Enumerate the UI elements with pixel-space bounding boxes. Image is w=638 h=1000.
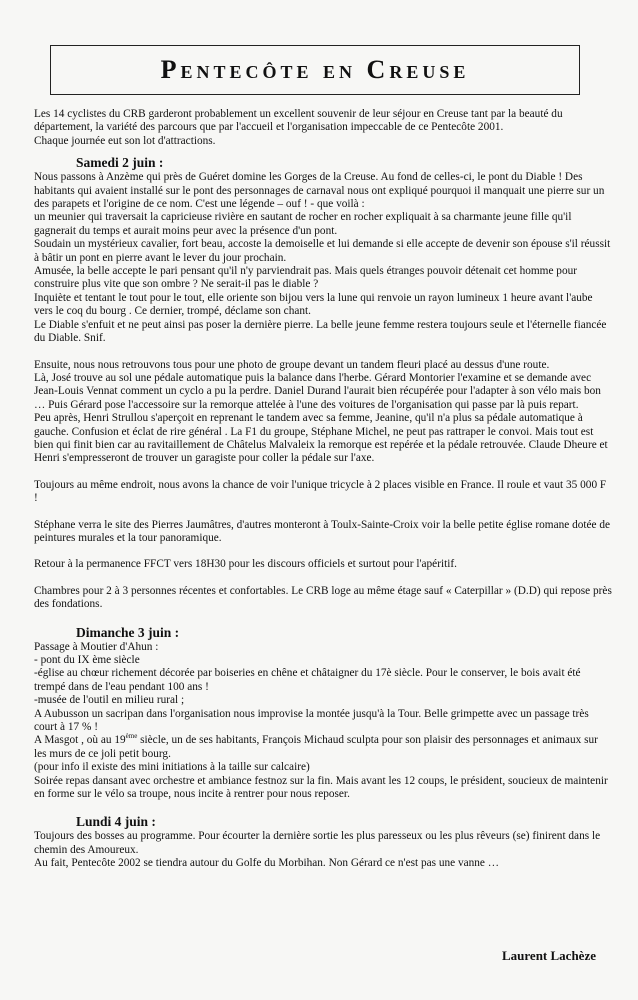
section-heading-lundi: Lundi 4 juin : — [76, 814, 156, 830]
intro-paragraph: Chaque journée eut son lot d'attractions. — [34, 134, 216, 147]
paragraph: Stéphane verra le site des Pierres Jaumâtres, d'autres monteront à Toulx-Sainte-Croix voir la belle petite église romane dotée de peintures murales et la tour panoramique. — [34, 518, 611, 544]
paragraph: Toujours au même endroit, nous avons la chance de voir l'unique tricycle à 2 places visible en France. Il roule et vaut 35 000 F ! — [34, 478, 607, 505]
paragraph: Le Diable s'enfuit et ne peut ainsi pas poser la dernière pierre. La belle jeune femme restera toujours seule et l'éternelle fiancée du Diable. Snif. — [34, 318, 607, 345]
paragraph: -musée de l'outil en milieu rural ; — [34, 694, 185, 707]
paragraph: Soirée repas dansant avec orchestre et ambiance festnoz sur la fin. Mais avant les 12 coups, le président, soucieux de maintenir en forme sur le vélo sa troupe, nous incite à rentrer pour nous reposer. — [34, 774, 608, 801]
text-run: A Masgot , où au 19 — [34, 734, 126, 747]
paragraph: Amusée, la belle accepte le pari pensant qu'il n'y parviendrait pas. Mais quels étranges pouvoir détenait cet homme pour construire plus vite que son ombre ? Ne serait-il pas le diable ? — [34, 265, 578, 291]
title-box — [50, 45, 580, 95]
paragraph: Là, José trouve au sol une pédale automatique puis la balance dans l'herbe. Gérard Montorier l'examine et se demande avec Jean-Louis Vennat comment un cyclo a pu la perdre. Daniel Durand l'aurait bien récupérée pour l'adapter à son vélo mais bon … Puis Gérard pose l'accessoire sur la remorque attelée à l'une des voitures de l'organisation qui passe par là puis repart. — [34, 371, 601, 411]
paragraph-masgot — [34, 734, 612, 761]
paragraph: Retour à la permanence FFCT vers 18H30 pour les discours officiels et surtout pour l'apéritif. — [34, 558, 457, 571]
paragraph: -église au chœur richement décorée par boiseries en chêne et châtaigner du 17è siècle. Pour le conserver, le bois avait été trempé dans de l'eau pendant 100 ans ! — [34, 667, 581, 693]
paragraph: Chambres pour 2 à 3 personnes récentes et confortables. Le CRB loge au même étage sauf « Caterpillar » (D.D) qui repose près des fondations. — [34, 584, 612, 611]
paragraph: Soudain un mystérieux cavalier, fort beau, accoste la demoiselle et lui demande si elle accepte de devenir son épouse s'il réussit à bâtir un pont en pierre avant le lever du jour prochain. — [34, 238, 611, 264]
paragraph: Nous passons à Anzème qui près de Guéret domine les Gorges de la Creuse. Au fond de celles-ci, le pont du Diable ! Des habitants qui avaient installé sur le pont des personnages de carnaval nous ont expliqué pourquoi il manquait une pierre sur un des parapets et l'origine de ce nom. C'est une légende – ouf ! - que voilà : — [34, 171, 605, 211]
author-signature: Laurent Lachèze — [502, 948, 596, 963]
superscript: ème — [125, 732, 138, 741]
section-heading-dimanche: Dimanche 3 juin : — [76, 624, 180, 640]
paragraph: (pour info il existe des mini initiations à la taille sur calcaire) — [34, 761, 310, 774]
paragraph: Passage à Moutier d'Ahun : — [34, 640, 159, 653]
paragraph: Ensuite, nous nous retrouvons tous pour une photo de groupe devant un tandem fleuri placé au dessus d'une route. — [34, 358, 550, 371]
intro-paragraph: Les 14 cyclistes du CRB garderont probablement un excellent souvenir de leur séjour en Creuse tant par la beauté du département, la variété des parcours que par l'accueil et l'organisation impeccable de ce Pentecôte 2001. — [34, 108, 563, 134]
paragraph: un meunier qui traversait la capricieuse rivière en sautant de rocher en rocher expliquait à sa charmante jeune fille qu'il gagnerait du temps et aurait moins peur avec la présence d'un pont. — [34, 211, 572, 237]
paragraph: Au fait, Pentecôte 2002 se tiendra autour du Golfe du Morbihan. Non Gérard ce n'est pas une vanne … — [34, 857, 500, 870]
text-run: siècle, un de ses habitants, François Michaud sculpta pour son plaisir des personnages et animaux sur les murs de ce joli petit bourg. — [34, 734, 598, 760]
paragraph: Inquiète et tentant le tout pour le tout, elle oriente son bijou vers la lune qui renvoie un rayon lumineux 1 heure avant l'aube vers le coq du bourg . Ce dernier, trompé, déclame son chant. — [34, 291, 593, 318]
paragraph: Toujours des bosses au programme. Pour écourter la dernière sortie les plus paresseux ou les plus rêveurs (se) finirent dans le chemin des Amoureux. — [34, 830, 601, 856]
paragraph: - pont du IX ème siècle — [34, 654, 140, 666]
section-heading-samedi: Samedi 2 juin : — [76, 155, 164, 171]
page-title: Pentecôte en Creuse — [160, 55, 470, 84]
paragraph: Peu après, Henri Strullou s'aperçoit en reprenant le tandem avec sa femme, Jeanine, qu'il n'a plus sa pédale automatique à gauche. Confusion et éclat de rire général . La F1 du groupe, Stéphane Michel, ne peut pas rattraper le convoi. Mais tout est bien qui finit bien car au ravitaillement de Châtelus Malvaleix la remorque est repérée et la pédale retrouvée. Claude Dheure et Henri s'empresseront de trouver un garagiste pour coller la pédale sur l'axe. — [34, 412, 608, 465]
article-body — [34, 108, 612, 871]
paragraph: A Aubusson un sacripan dans l'organisation nous improvise la montée jusqu'à la Tour. Belle grimpette avec un passage très court à 17 % ! — [34, 707, 589, 734]
